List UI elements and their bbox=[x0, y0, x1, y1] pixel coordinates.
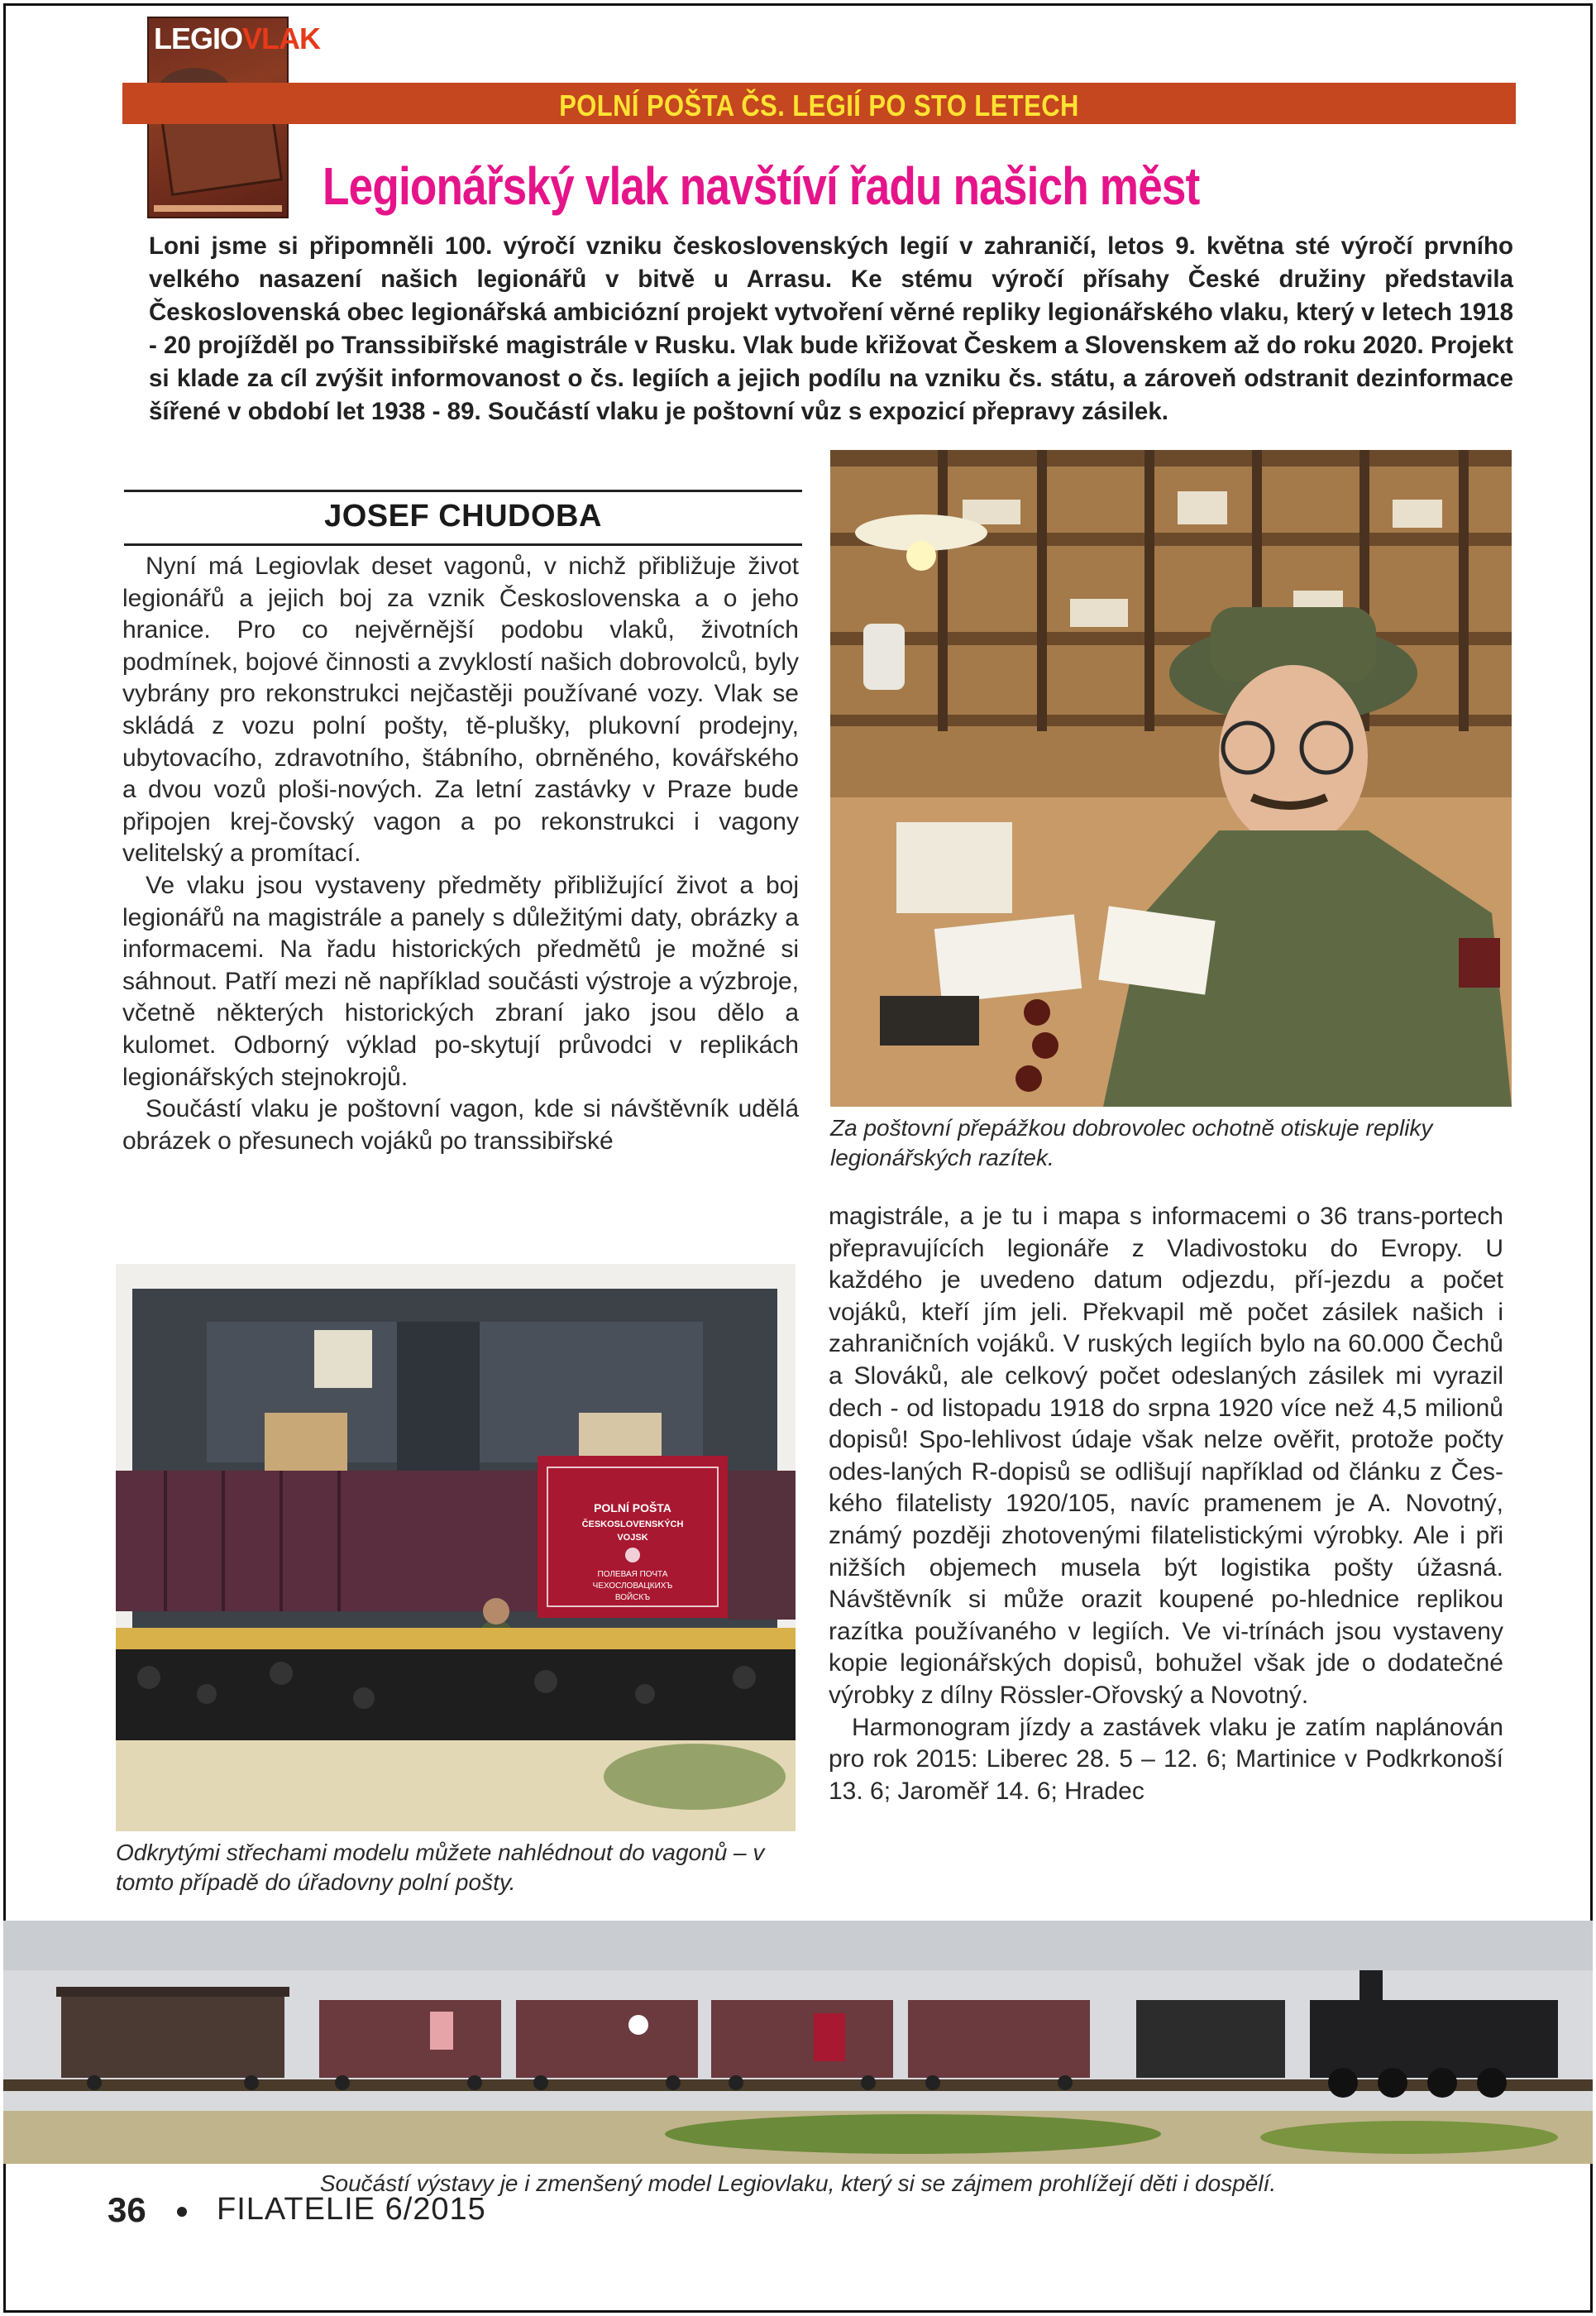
model-sign-line6: ВОЙСКЪ bbox=[614, 1593, 651, 1602]
byline-box bbox=[124, 490, 802, 546]
model-sign-line5: ЧЕХОСЛОВАЦКИХЪ bbox=[592, 1581, 673, 1591]
postman-photo-caption: Za poštovní přepážkou dobrovolec ochotně otiskuje repliky legionářských razítek. bbox=[830, 1115, 1433, 1170]
author-byline: JOSEF CHUDOBA bbox=[324, 499, 602, 534]
section-banner-text: POLNÍ POŠTA ČS. LEGIÍ PO STO LETECH bbox=[559, 89, 1079, 122]
footer-bullet bbox=[177, 2207, 187, 2217]
train-model-photo bbox=[3, 1921, 1593, 2164]
postman-photo-image bbox=[830, 450, 1512, 1107]
paragraph: Ve vlaku jsou vystaveny předměty přibližující život a boj legionářů na magistrále a panely s důležitými daty, obrázky a informacemi. Na řadu historických předmětů je možné si sáhnout. Patří mezi ně například součásti výstroje a výzbroje, včetně některých historických zbraní jako jsou dělo a kulomet. Odborný výklad po-skytují průvodci v replikách legionářských stejnokrojů. bbox=[122, 871, 799, 1091]
model-sign-line4: ПОЛЕВАЯ ПОЧТА bbox=[597, 1570, 668, 1579]
postman-photo bbox=[830, 450, 1512, 1107]
page-number: 36 bbox=[108, 2190, 146, 2229]
model-sign-line2: ČESKOSLOVENSKÝCH bbox=[581, 1519, 684, 1529]
model-sign-line1: POLNÍ POŠTA bbox=[594, 1501, 671, 1514]
paragraph: Součástí vlaku je poštovní vagon, kde si návštěvník udělá obrázek o přesunech vojáků po transsibiřské bbox=[122, 1095, 799, 1155]
logo-foot bbox=[154, 205, 282, 212]
train-photo-caption: Součástí výstavy je i zmenšený model Legiovlaku, který si se zájmem prohlížejí děti i dospělí. bbox=[319, 2170, 1277, 2196]
left-column bbox=[122, 551, 799, 1157]
paragraph: Nyní má Legiovlak deset vagonů, v nichž přibližuje život legionářů a jejich boj za vznik Československa a o jeho hranice. Pro co nejvěrnější podobu vlaků, životních podmínek, bojové činnosti a zvyklostí našich dobrovolců, byly vybrány pro rekonstrukci nejčastěji používané vozy. Vlak se skládá z vozu polní pošty, tě-plušky, plukovní prodejny, ubytovacího, zdravotního, štábního, obrněného, kovářského a dvou vozů ploši-nových. Za letní zastávky v Praze bude připojen krej-čovský vagon a po rekonstrukci i vagony velitelský a promítací. bbox=[122, 553, 799, 868]
model-photo bbox=[116, 1264, 796, 1831]
article-headline: Legionářský vlak navštíví řadu našich měst bbox=[323, 156, 1200, 216]
model-photo-image bbox=[116, 1264, 796, 1831]
model-photo-caption: Odkrytými střechami modelu můžete nahlédnout do vagonů – v tomto případě do úřadovny polní pošty. bbox=[116, 1840, 765, 1895]
magazine-issue: FILATELIE 6/2015 bbox=[217, 2192, 486, 2227]
paragraph: Harmonogram jízdy a zastávek vlaku je zatím naplánován pro rok 2015: Liberec 28. 5 – 12. 6; Martinice v Podkrkonoší 13. 6; Jaroměř 14. 6; Hradec bbox=[829, 1713, 1503, 1805]
article-lead: Loni jsme si připomněli 100. výročí vzniku československých legií v zahraničí, letos 9. května sté výročí prvního velkého nasazení našich legionářů v bitvě u Arrasu. Ke stému výročí přísahy České družiny představila Československá obec legionářská ambiciózní projekt vytvoření věrné repliky legionářského vlaku, který v letech 1918 - 20 projížděl po Transsibiřské magistrále v Rusku. Vlak bude křižovat Českem a Slovenskem až do roku 2020. Projekt si klade za cíl zvýšit informovanost o čs. legiích a jejich podílu na vzniku čs. státu, a zároveň odstranit dezinformace šířené v období let 1938 - 89. Součástí vlaku je poštovní vůz s expozicí přepravy zásilek. bbox=[149, 232, 1513, 425]
logo-text: LEGIOVLAK bbox=[154, 22, 321, 55]
right-column bbox=[829, 1201, 1503, 1807]
model-sign-line3: VOJSK bbox=[617, 1533, 648, 1543]
section-banner bbox=[122, 83, 1516, 124]
paragraph: magistrále, a je tu i mapa s informacemi o 36 trans-portech přepravujících legionáře z Vladivostoku do Evropy. U každého je uvedeno datum odjezdu, pří-jezdu a počet vojáků, kteří jím jeli. Překvapil mě počet zásilek našich i zahraničních vojáků. V ruských legiích bylo na 60.000 Čechů a Slováků, ale celkový počet odeslaných zásilek mi vyrazil dech - od listopadu 1918 do srpna 1920 více než 4,5 milionů dopisů! Spo-lehlivost údaje však nelze ověřit, protože počty odes-laných R-dopisů se odlišují například od článku z Čes-kého filatelisty 1920/105, navíc pramenem je A. Novotný, známý později zhotovenými filatelistickými výrobky. Ale i při nižších objemech musela být logistika pošty úžasná. Návštěvník si může orazit koupené po-hlednice replikou razítka používaného v legiích. Ve vi-trínách jsou vystaveny kopie legionářských dopisů, bohužel však jde o dodatečné výrobky z dílny Rössler-Ořovský a Novotný. bbox=[829, 1203, 1503, 1709]
train-model-photo-image bbox=[3, 1921, 1593, 2164]
